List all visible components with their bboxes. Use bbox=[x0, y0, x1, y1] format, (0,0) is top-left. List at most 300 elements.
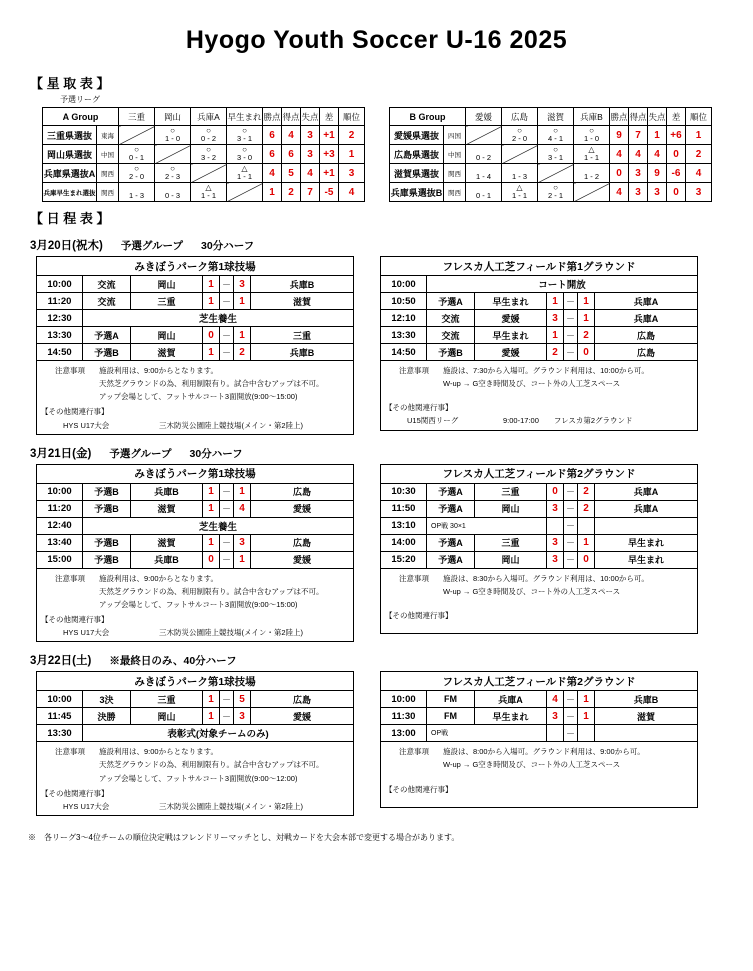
schedule-table bbox=[36, 671, 354, 742]
standings-tables bbox=[42, 107, 739, 202]
result-cell: 0 - 1 bbox=[466, 183, 502, 202]
match-time: 12:10 bbox=[381, 310, 427, 327]
home-team: 滋賀 bbox=[131, 500, 203, 517]
table-row bbox=[381, 500, 698, 517]
result-cell: ○ 3 - 0 bbox=[227, 145, 263, 164]
away-team: 兵庫A bbox=[595, 483, 698, 500]
away-score: 3 bbox=[234, 708, 251, 725]
match-time: 13:30 bbox=[381, 327, 427, 344]
document-page bbox=[0, 26, 753, 843]
stat-header: 差 bbox=[667, 108, 686, 126]
day-venues bbox=[36, 256, 739, 435]
note-line: 施設は、8:30から入場可。グラウンド利用は、10:00から可。 bbox=[443, 573, 649, 583]
home-team: 岡山 bbox=[475, 551, 547, 568]
standings-table bbox=[42, 107, 365, 202]
venue-name: みきぼうパーク第1球技場 bbox=[37, 464, 354, 483]
home-score: 1 bbox=[203, 534, 220, 551]
team-name: 広島県選抜 bbox=[390, 145, 444, 164]
stat-value: 9 bbox=[648, 164, 667, 183]
match-time: 14:50 bbox=[37, 344, 83, 361]
stat-header: 順位 bbox=[686, 108, 712, 126]
result-cell: ○ 2 - 0 bbox=[502, 126, 538, 145]
score-separator: － bbox=[564, 293, 578, 310]
match-time: 14:50 bbox=[381, 344, 427, 361]
away-score: 5 bbox=[234, 691, 251, 708]
note-line: W-up → G空き時間及び、コート外の人工芝スペース bbox=[443, 379, 621, 389]
table-row bbox=[381, 293, 698, 310]
away-team: 三重 bbox=[251, 327, 354, 344]
score-separator: － bbox=[564, 691, 578, 708]
stat-header: 差 bbox=[320, 108, 339, 126]
away-team: 広島 bbox=[251, 534, 354, 551]
match-category: FM bbox=[427, 708, 475, 725]
diagonal-cell bbox=[466, 126, 502, 145]
result-cell: ○ 0 - 2 bbox=[191, 126, 227, 145]
column-header: 愛媛 bbox=[466, 108, 502, 126]
rank-value: 3 bbox=[339, 164, 365, 183]
match-category: 予選B bbox=[83, 344, 131, 361]
note-line: 施設利用は、9:00からとなります。 bbox=[99, 366, 218, 375]
result-cell: △ 1 - 1 bbox=[502, 183, 538, 202]
venue-notes bbox=[36, 361, 354, 435]
score-separator: － bbox=[220, 551, 234, 568]
team-region: 関西 bbox=[444, 164, 466, 183]
team-region: 関西 bbox=[97, 183, 119, 202]
team-name: 愛媛県選抜 bbox=[390, 126, 444, 145]
team-name: 滋賀県選抜 bbox=[390, 164, 444, 183]
diagonal-cell bbox=[574, 183, 610, 202]
home-score bbox=[547, 725, 564, 742]
note-line: 施設は、7:30から入場可。グラウンド利用は、10:00から可。 bbox=[443, 366, 649, 375]
match-time: 12:30 bbox=[37, 310, 83, 327]
schedule-section-heading: 【 日 程 表 】 bbox=[30, 211, 110, 226]
result-cell: △ 1 - 1 bbox=[574, 145, 610, 164]
day-title bbox=[30, 237, 739, 253]
related-events-label: 【その他関連行事】 bbox=[385, 403, 453, 413]
away-score bbox=[578, 517, 595, 534]
stat-value: 7 bbox=[629, 126, 648, 145]
related-events-label: 【その他関連行事】 bbox=[41, 788, 109, 798]
table-row bbox=[390, 145, 712, 164]
notes-label: 注意事項 bbox=[399, 747, 429, 757]
day-subtitle: 予選グループ bbox=[120, 240, 184, 252]
table-row bbox=[37, 551, 354, 568]
schedule-days bbox=[14, 237, 739, 816]
away-team: 愛媛 bbox=[251, 500, 354, 517]
match-category: 予選A bbox=[427, 551, 475, 568]
op-label: OP戦 bbox=[427, 725, 547, 742]
home-team: 兵庫B bbox=[131, 483, 203, 500]
away-team: 早生まれ bbox=[595, 551, 698, 568]
stat-header: 勝点 bbox=[263, 108, 282, 126]
match-time: 13:40 bbox=[37, 534, 83, 551]
match-time: 15:00 bbox=[37, 551, 83, 568]
score-separator: － bbox=[564, 310, 578, 327]
home-team: 兵庫A bbox=[475, 691, 547, 708]
result-cell: 1 - 4 bbox=[466, 164, 502, 183]
stat-value: 3 bbox=[629, 164, 648, 183]
note-line: 天然芝グラウンドの為、利用制限有り。試合中含むアップは不可。 bbox=[99, 586, 324, 596]
home-score: 3 bbox=[547, 708, 564, 725]
schedule-note-row: コート開放 bbox=[427, 276, 698, 293]
away-score: 1 bbox=[578, 310, 595, 327]
venue-notes bbox=[380, 569, 698, 634]
stat-value: 6 bbox=[263, 126, 282, 145]
match-time: 13:10 bbox=[381, 517, 427, 534]
away-score: 1 bbox=[234, 293, 251, 310]
result-cell: ○ 2 - 0 bbox=[119, 164, 155, 183]
home-team: 三重 bbox=[131, 293, 203, 310]
home-team: 早生まれ bbox=[475, 293, 547, 310]
schedule-table bbox=[380, 256, 698, 361]
home-team: 愛媛 bbox=[475, 310, 547, 327]
home-team: 岡山 bbox=[131, 327, 203, 344]
away-team bbox=[595, 517, 698, 534]
stat-value: 6 bbox=[282, 145, 301, 164]
home-score: 1 bbox=[203, 691, 220, 708]
day-half-length: 30分ハーフ bbox=[189, 447, 243, 460]
score-separator: － bbox=[564, 344, 578, 361]
away-score: 0 bbox=[578, 344, 595, 361]
rank-value: 3 bbox=[686, 183, 712, 202]
team-name: 岡山県選抜 bbox=[43, 145, 97, 164]
match-time: 11:20 bbox=[37, 293, 83, 310]
rank-value: 4 bbox=[339, 183, 365, 202]
match-category: 予選B bbox=[83, 551, 131, 568]
stat-value: 7 bbox=[301, 183, 320, 202]
score-separator: － bbox=[220, 708, 234, 725]
home-score: 3 bbox=[547, 310, 564, 327]
home-score: 4 bbox=[547, 691, 564, 708]
table-row bbox=[381, 327, 698, 344]
home-team: 滋賀 bbox=[131, 534, 203, 551]
stat-header: 得点 bbox=[629, 108, 648, 126]
away-score: 3 bbox=[234, 534, 251, 551]
match-category: 交流 bbox=[83, 293, 131, 310]
notes-label: 注意事項 bbox=[55, 573, 85, 583]
table-row bbox=[381, 551, 698, 568]
result-cell: 0 - 2 bbox=[466, 145, 502, 164]
result-cell: 1 - 3 bbox=[119, 183, 155, 202]
table-row bbox=[37, 483, 354, 500]
venue-notes bbox=[36, 742, 354, 816]
match-category: 交流 bbox=[427, 310, 475, 327]
home-team: 三重 bbox=[475, 483, 547, 500]
away-score: 0 bbox=[578, 551, 595, 568]
stat-value: 1 bbox=[648, 126, 667, 145]
day-subtitle: 予選グループ bbox=[109, 447, 172, 460]
table-row bbox=[381, 691, 698, 708]
home-score: 1 bbox=[547, 293, 564, 310]
standings-table bbox=[389, 107, 712, 202]
away-score: 1 bbox=[578, 691, 595, 708]
table-row bbox=[381, 483, 698, 500]
table-row bbox=[390, 183, 712, 202]
venue-block bbox=[36, 464, 354, 643]
team-region: 中国 bbox=[444, 145, 466, 164]
away-team: 兵庫A bbox=[595, 293, 698, 310]
result-cell: 1 - 2 bbox=[574, 164, 610, 183]
away-team: 広島 bbox=[595, 327, 698, 344]
venue-name: みきぼうパーク第1球技場 bbox=[37, 257, 354, 276]
schedule-table bbox=[36, 256, 354, 361]
table-row bbox=[381, 310, 698, 327]
team-name: 兵庫早生まれ選抜 bbox=[43, 183, 97, 202]
score-separator: － bbox=[220, 500, 234, 517]
venue-block bbox=[36, 256, 354, 435]
score-separator: － bbox=[220, 293, 234, 310]
match-time: 11:50 bbox=[381, 500, 427, 517]
score-separator: － bbox=[220, 327, 234, 344]
diagonal-cell bbox=[119, 126, 155, 145]
home-team: 兵庫B bbox=[131, 551, 203, 568]
match-time: 11:30 bbox=[381, 708, 427, 725]
home-team: 岡山 bbox=[475, 500, 547, 517]
match-time: 13:00 bbox=[381, 725, 427, 742]
away-score: 1 bbox=[234, 483, 251, 500]
stat-header: 順位 bbox=[339, 108, 365, 126]
table-row bbox=[37, 708, 354, 725]
table-row bbox=[390, 164, 712, 183]
stat-value: -5 bbox=[320, 183, 339, 202]
rank-value: 2 bbox=[686, 145, 712, 164]
match-category: 予選A bbox=[427, 534, 475, 551]
table-row bbox=[381, 276, 698, 293]
home-team: 愛媛 bbox=[475, 344, 547, 361]
schedule-table bbox=[380, 464, 698, 569]
away-score: 4 bbox=[234, 500, 251, 517]
note-line: 施設利用は、9:00からとなります。 bbox=[99, 573, 218, 583]
note-line: W-up → G空き時間及び、コート外の人工芝スペース bbox=[443, 586, 621, 596]
home-team: 滋賀 bbox=[131, 344, 203, 361]
away-team: 広島 bbox=[251, 691, 354, 708]
team-name: 兵庫県選抜A bbox=[43, 164, 97, 183]
away-team: 兵庫A bbox=[595, 310, 698, 327]
column-header: 早生まれ bbox=[227, 108, 263, 126]
related-events-label: 【その他関連行事】 bbox=[41, 407, 109, 417]
table-row bbox=[37, 310, 354, 327]
group-label: A Group bbox=[43, 108, 119, 126]
match-time: 10:00 bbox=[381, 276, 427, 293]
venue-name: フレスカ人工芝フィールド第1グラウンド bbox=[381, 257, 698, 276]
away-score: 1 bbox=[578, 293, 595, 310]
venue-block bbox=[380, 464, 698, 643]
home-team: 岡山 bbox=[131, 276, 203, 293]
result-cell: ○ 3 - 1 bbox=[538, 145, 574, 164]
table-row bbox=[37, 293, 354, 310]
home-score: 2 bbox=[547, 344, 564, 361]
home-team: 早生まれ bbox=[475, 708, 547, 725]
table-row bbox=[37, 534, 354, 551]
venue-notes bbox=[380, 742, 698, 807]
away-team: 滋賀 bbox=[251, 293, 354, 310]
match-category: 交流 bbox=[427, 327, 475, 344]
column-header: 三重 bbox=[119, 108, 155, 126]
note-line: W-up → G空き時間及び、コート外の人工芝スペース bbox=[443, 760, 621, 770]
score-separator: － bbox=[564, 517, 578, 534]
team-region: 関西 bbox=[97, 164, 119, 183]
table-row bbox=[381, 517, 698, 534]
result-cell: ○ 0 - 1 bbox=[119, 145, 155, 164]
note-line: 天然芝グラウンドの為、利用制限有り。試合中含むアップは不可。 bbox=[99, 760, 324, 770]
table-row bbox=[390, 126, 712, 145]
rank-value: 4 bbox=[686, 164, 712, 183]
result-cell: ○ 3 - 2 bbox=[191, 145, 227, 164]
day-half-length: 30分ハーフ bbox=[201, 240, 255, 252]
related-event: HYS U17大会 三木防災公園陸上競技場(メイン・第2陸上) bbox=[63, 801, 304, 811]
notes-label: 注意事項 bbox=[399, 366, 429, 375]
schedule-table bbox=[380, 671, 698, 742]
result-cell: △ 1 - 1 bbox=[191, 183, 227, 202]
note-line: アップ会場として、フットサルコート3面開放(9:00～15:00) bbox=[99, 392, 298, 402]
group-label: B Group bbox=[390, 108, 466, 126]
related-event: HYS U17大会 三木防災公園陸上競技場(メイン・第2陸上) bbox=[63, 420, 304, 430]
op-label: OP戦 30×1 bbox=[427, 517, 547, 534]
stat-value: 5 bbox=[282, 164, 301, 183]
away-score: 1 bbox=[234, 327, 251, 344]
column-header: 滋賀 bbox=[538, 108, 574, 126]
match-time: 10:00 bbox=[381, 691, 427, 708]
table-row bbox=[43, 183, 365, 202]
table-row bbox=[37, 276, 354, 293]
venue-notes bbox=[380, 361, 698, 431]
home-score: 1 bbox=[203, 276, 220, 293]
standings-section-heading: 【 星 取 表 】 bbox=[30, 76, 110, 91]
stat-value: +3 bbox=[320, 145, 339, 164]
result-cell: ○ 1 - 0 bbox=[574, 126, 610, 145]
stat-value: 0 bbox=[667, 145, 686, 164]
home-team: 三重 bbox=[475, 534, 547, 551]
stat-value: 3 bbox=[648, 183, 667, 202]
away-score: 2 bbox=[578, 483, 595, 500]
home-team: 三重 bbox=[131, 691, 203, 708]
stat-value: +1 bbox=[320, 164, 339, 183]
diagonal-cell bbox=[155, 145, 191, 164]
home-score: 0 bbox=[203, 327, 220, 344]
match-time: 15:20 bbox=[381, 551, 427, 568]
table-row bbox=[37, 500, 354, 517]
match-time: 13:30 bbox=[37, 327, 83, 344]
stat-value: 6 bbox=[263, 145, 282, 164]
diagonal-cell bbox=[502, 145, 538, 164]
home-score: 1 bbox=[203, 293, 220, 310]
page-title: Hyogo Youth Soccer U-16 2025 bbox=[185, 26, 568, 54]
stat-value: 0 bbox=[667, 183, 686, 202]
notes-label: 注意事項 bbox=[399, 573, 429, 583]
home-score: 3 bbox=[547, 534, 564, 551]
stat-value: 3 bbox=[301, 145, 320, 164]
result-cell: 1 - 3 bbox=[502, 164, 538, 183]
related-events-label: 【その他関連行事】 bbox=[385, 610, 453, 620]
home-score: 1 bbox=[203, 500, 220, 517]
home-score bbox=[547, 517, 564, 534]
schedule-table bbox=[36, 464, 354, 569]
score-separator: － bbox=[564, 551, 578, 568]
notes-label: 注意事項 bbox=[55, 747, 85, 757]
stat-value: 4 bbox=[648, 145, 667, 164]
score-separator: － bbox=[220, 344, 234, 361]
table-row bbox=[381, 534, 698, 551]
score-separator: － bbox=[220, 483, 234, 500]
score-separator: － bbox=[220, 691, 234, 708]
footnote: ※ 各リーグ3～4位チームの順位決定戦はフレンドリーマッチとし、対戦カードを大会本部で変更する場合があります。 bbox=[28, 832, 460, 842]
away-team: 兵庫A bbox=[595, 500, 698, 517]
away-score: 2 bbox=[234, 344, 251, 361]
table-row bbox=[37, 517, 354, 534]
schedule-note-row: 芝生養生 bbox=[83, 517, 354, 534]
away-team: 早生まれ bbox=[595, 534, 698, 551]
stat-value: 0 bbox=[610, 164, 629, 183]
table-row bbox=[37, 725, 354, 742]
away-team: 兵庫B bbox=[251, 344, 354, 361]
match-category: FM bbox=[427, 691, 475, 708]
match-time: 11:45 bbox=[37, 708, 83, 725]
score-separator: － bbox=[564, 725, 578, 742]
away-score: 2 bbox=[578, 327, 595, 344]
away-team bbox=[595, 725, 698, 742]
related-events-label: 【その他関連行事】 bbox=[41, 615, 109, 624]
away-score: 1 bbox=[578, 534, 595, 551]
score-separator: － bbox=[564, 708, 578, 725]
away-team: 広島 bbox=[251, 483, 354, 500]
note-line: 天然芝グラウンドの為、利用制限有り。試合中含むアップは不可。 bbox=[99, 379, 324, 389]
away-score: 1 bbox=[234, 551, 251, 568]
stat-header: 勝点 bbox=[610, 108, 629, 126]
stat-value: 3 bbox=[629, 183, 648, 202]
match-category: 予選B bbox=[83, 500, 131, 517]
home-team: 早生まれ bbox=[475, 327, 547, 344]
table-row bbox=[37, 344, 354, 361]
note-line: 施設は、8:00から入場可。グラウンド利用は、9:00から可。 bbox=[443, 747, 645, 757]
rank-value: 1 bbox=[339, 145, 365, 164]
venue-name: みきぼうパーク第1球技場 bbox=[37, 672, 354, 691]
home-score: 1 bbox=[203, 483, 220, 500]
note-line: アップ会場として、フットサルコート3面開放(9:00～12:00) bbox=[99, 773, 298, 783]
match-category: 予選A bbox=[427, 483, 475, 500]
match-time: 10:00 bbox=[37, 691, 83, 708]
table-row bbox=[37, 691, 354, 708]
team-region: 東海 bbox=[97, 126, 119, 145]
venue-block bbox=[380, 671, 698, 816]
match-time: 10:30 bbox=[381, 483, 427, 500]
stat-value: 4 bbox=[610, 183, 629, 202]
venue-block bbox=[36, 671, 354, 816]
away-team: 愛媛 bbox=[251, 551, 354, 568]
score-separator: － bbox=[564, 327, 578, 344]
stat-value: 4 bbox=[610, 145, 629, 164]
match-time: 14:00 bbox=[381, 534, 427, 551]
venue-block bbox=[380, 256, 698, 435]
venue-name: フレスカ人工芝フィールド第2グラウンド bbox=[381, 464, 698, 483]
team-name: 三重県選抜 bbox=[43, 126, 97, 145]
result-cell: ○ 2 - 1 bbox=[538, 183, 574, 202]
result-cell: ○ 4 - 1 bbox=[538, 126, 574, 145]
result-cell: △ 1 - 1 bbox=[227, 164, 263, 183]
result-cell: ○ 2 - 3 bbox=[155, 164, 191, 183]
diagonal-cell bbox=[538, 164, 574, 183]
table-row bbox=[43, 145, 365, 164]
day-subtitle: ※最終日のみ、40分ハーフ bbox=[109, 655, 237, 668]
related-event: HYS U17大会 三木防災公園陸上競技場(メイン・第2陸上) bbox=[63, 628, 304, 638]
stat-value: +1 bbox=[320, 126, 339, 145]
day-date: 3月22日(土) bbox=[30, 655, 92, 668]
stat-header: 失点 bbox=[648, 108, 667, 126]
related-event: U15関西リーグ 9:00-17:00 フレスカ第2グラウンド bbox=[407, 416, 633, 426]
venue-name: フレスカ人工芝フィールド第2グラウンド bbox=[381, 672, 698, 691]
stat-value: -6 bbox=[667, 164, 686, 183]
day-title bbox=[30, 652, 739, 668]
match-category: 3決 bbox=[83, 691, 131, 708]
